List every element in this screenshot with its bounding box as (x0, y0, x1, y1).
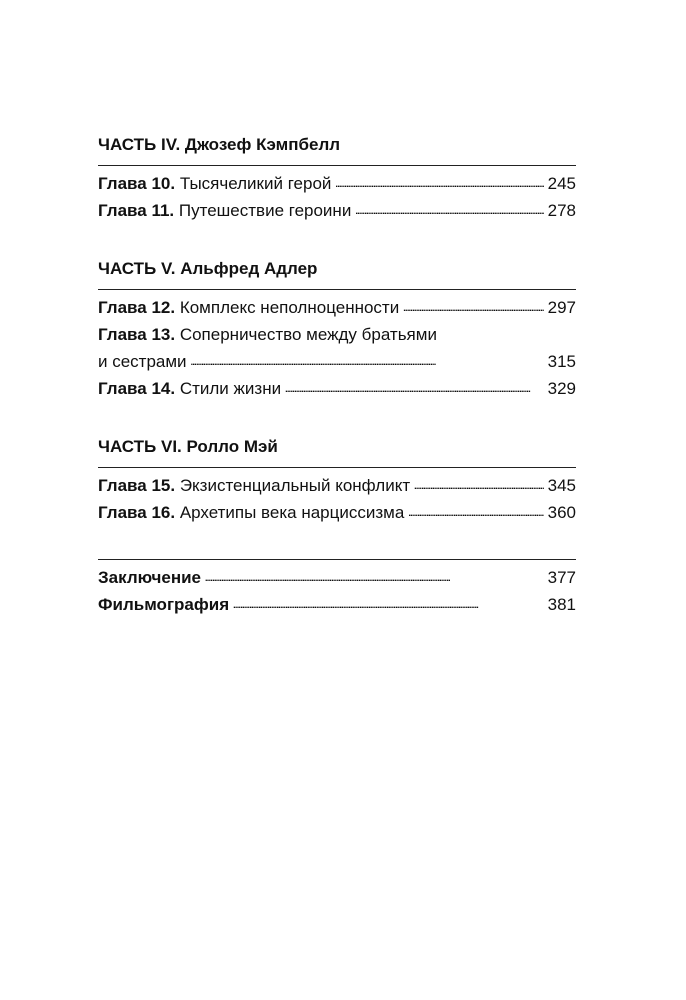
page-number: 377 (547, 568, 576, 587)
part-vi (98, 435, 576, 526)
dot-leader (233, 596, 544, 610)
dot-leader (414, 477, 544, 491)
chapter-title: Комплекс неполноценности (179, 298, 400, 317)
page-number: 360 (547, 503, 576, 522)
page-number: 345 (547, 476, 576, 495)
page-number: 297 (547, 298, 576, 317)
entry-label (98, 294, 399, 321)
dot-leader (403, 299, 543, 313)
chapter-title: Стили жизни (179, 379, 282, 398)
toc-entry-chapter-16[interactable] (98, 499, 576, 526)
chapter-title: Архетипы века нарциссизма (179, 503, 405, 522)
part-heading: ЧАСТЬ V. Альфред Адлер (98, 259, 318, 278)
entry-label (98, 170, 331, 197)
toc-entry-chapter-13-line1[interactable] (98, 321, 576, 348)
chapter-title-continued: и сестрами (98, 352, 187, 371)
page-number: 278 (547, 201, 576, 220)
divider (98, 289, 576, 290)
toc-entry-chapter-12[interactable] (98, 294, 576, 321)
chapter-title: Путешествие героини (178, 201, 352, 220)
entry-label (98, 375, 281, 402)
chapter-number: Глава 10. (98, 174, 176, 193)
dot-leader (205, 569, 544, 583)
dot-leader (335, 175, 543, 189)
page-number: 245 (547, 174, 576, 193)
part-iv (98, 133, 576, 224)
page-number: 315 (547, 352, 576, 371)
chapter-title: Тысячеликий герой (179, 174, 332, 193)
toc-entry-chapter-11[interactable] (98, 197, 576, 224)
toc-entry-conclusion[interactable] (98, 564, 576, 591)
toc-entry-chapter-15[interactable] (98, 472, 576, 499)
chapter-number: Глава 15. (98, 476, 176, 495)
entry-label (98, 499, 404, 526)
dot-leader (191, 353, 544, 367)
dot-leader (285, 380, 544, 394)
chapter-title: Соперничество между братьями (179, 325, 437, 344)
chapter-number: Глава 16. (98, 503, 176, 522)
page-number: 329 (547, 379, 576, 398)
chapter-number: Глава 13. (98, 325, 176, 344)
chapter-number: Глава 12. (98, 298, 176, 317)
entry-label (98, 197, 351, 224)
chapter-number: Глава 14. (98, 379, 176, 398)
toc-entry-chapter-13-line2[interactable] (98, 348, 576, 375)
chapter-number: Глава 11. (98, 201, 175, 220)
section-title: Заключение (98, 568, 201, 587)
part-heading: ЧАСТЬ VI. Ролло Мэй (98, 437, 278, 456)
divider (98, 165, 576, 166)
closing-sections (98, 559, 576, 618)
toc-entry-filmography[interactable] (98, 591, 576, 618)
chapter-title: Экзистенциальный конфликт (179, 476, 411, 495)
section-title: Фильмография (98, 595, 230, 614)
toc-entry-chapter-10[interactable] (98, 170, 576, 197)
dot-leader (408, 504, 543, 518)
table-of-contents (98, 133, 576, 618)
page-number: 381 (547, 595, 576, 614)
divider (98, 559, 576, 560)
toc-entry-chapter-14[interactable] (98, 375, 576, 402)
divider (98, 467, 576, 468)
part-v (98, 257, 576, 402)
part-heading: ЧАСТЬ IV. Джозеф Кэмпбелл (98, 135, 341, 154)
dot-leader (355, 202, 543, 216)
entry-label (98, 472, 410, 499)
